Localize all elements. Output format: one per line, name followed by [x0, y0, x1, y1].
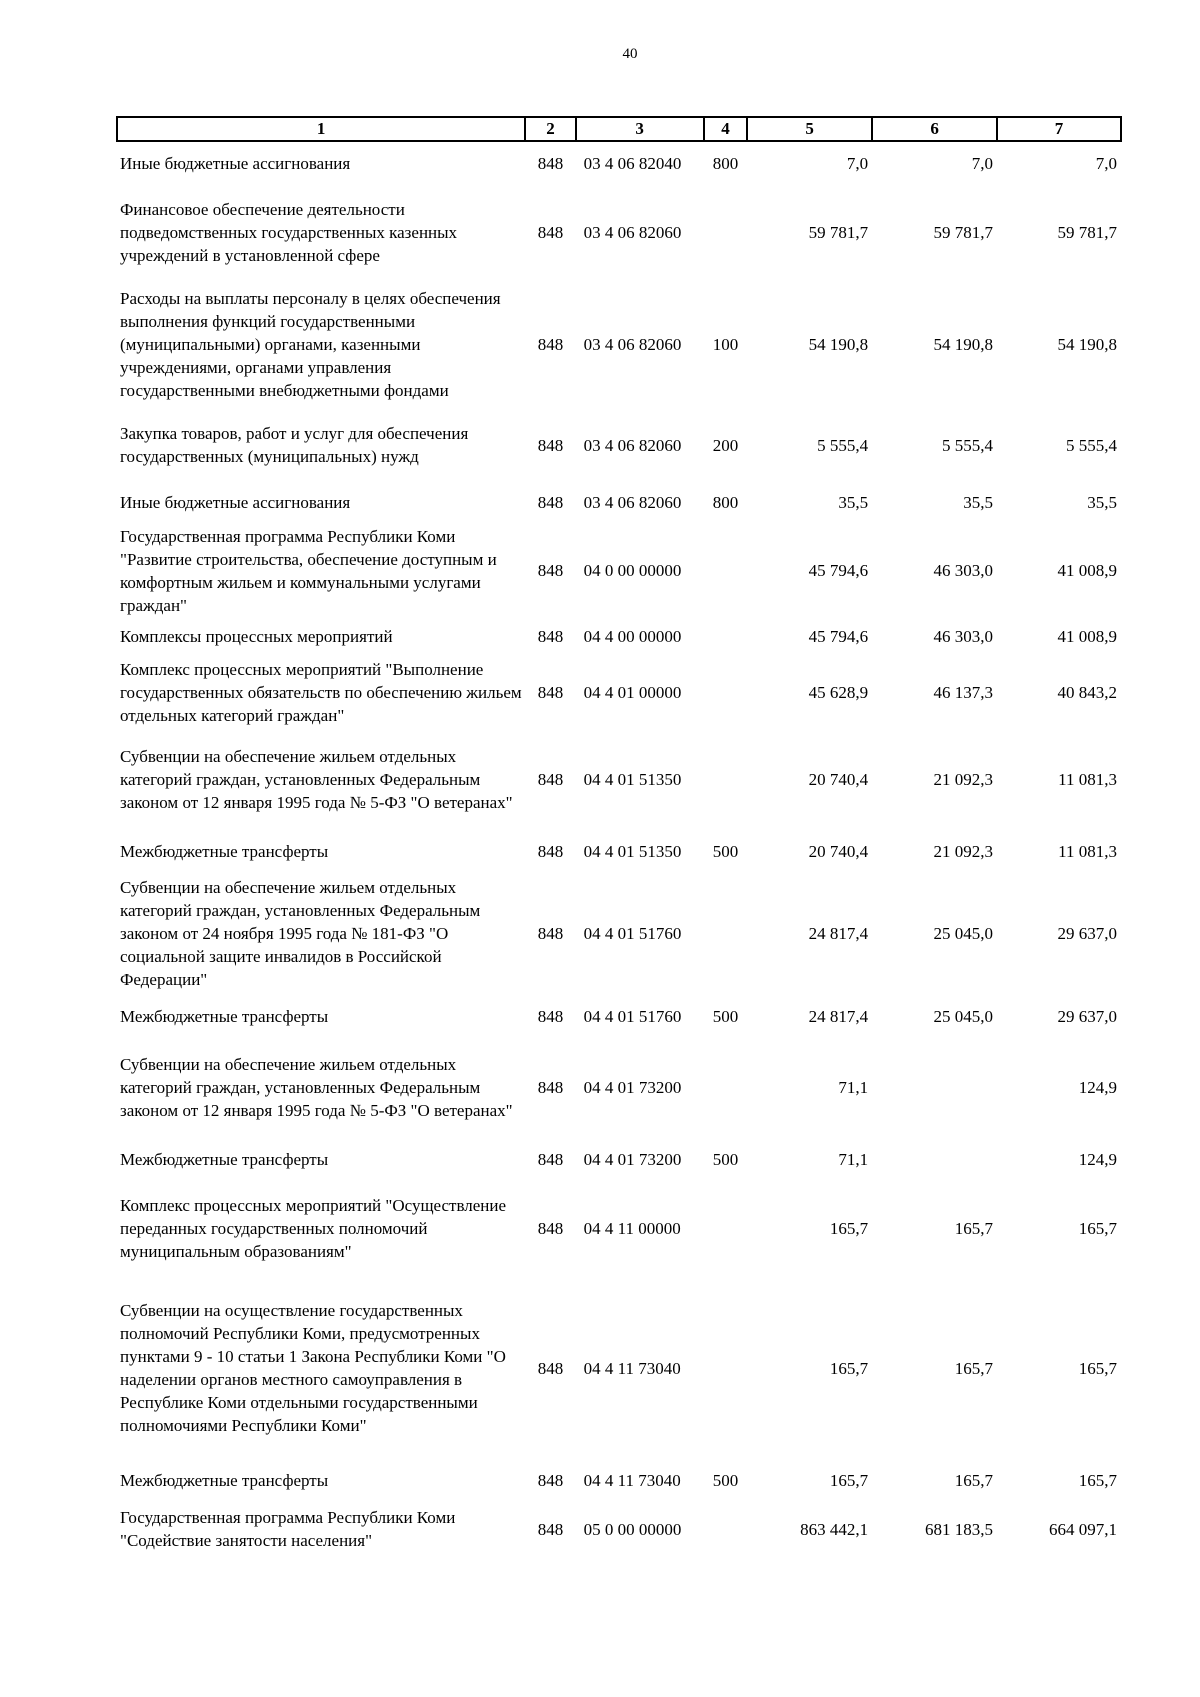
row-code: 848	[537, 1078, 564, 1097]
row-vr	[704, 523, 748, 618]
header-col-4: 4	[704, 117, 748, 141]
row-value-col6: 25 045,0	[933, 924, 994, 943]
row-value-col5: 59 781,7	[808, 222, 869, 242]
row-value-col7: 165,7	[1078, 1470, 1117, 1490]
table-row	[117, 994, 1121, 1038]
table-row	[117, 1137, 1121, 1181]
row-vr	[704, 1181, 748, 1275]
row-value-col7: 11 081,3	[1058, 841, 1117, 861]
row-name: Субвенции на обеспечение жильем отдельных категорий граждан, установленных Федеральным законом от 24 ноября 1995 года № 181-ФЗ "О социальной защите инвалидов в Российской Федерации"	[120, 878, 481, 989]
row-csr: 04 4 01 73200	[583, 1078, 682, 1097]
header-col-3: 3	[576, 117, 704, 141]
row-csr: 04 4 01 51350	[583, 841, 682, 861]
row-value-col6: 46 303,0	[933, 626, 994, 646]
row-csr: 03 4 06 82060	[583, 492, 682, 512]
table-row	[117, 141, 1121, 184]
row-code: 848	[537, 682, 564, 702]
row-name: Субвенции на осуществление государственных полномочий Республики Коми, предусмотренных пунктами 9 - 10 статьи 1 Закона Республики Коми "О наделении органов местного самоуправления в Республике Коми отдельными государственными полномочиями Республики Коми"	[120, 1301, 506, 1435]
row-csr: 03 4 06 82060	[583, 335, 682, 354]
row-csr: 04 4 00 00000	[583, 626, 682, 646]
row-value-col6: 21 092,3	[933, 770, 994, 789]
row-csr: 04 4 01 51760	[583, 1006, 682, 1026]
row-value-col5: 165,7	[829, 1358, 869, 1378]
row-code: 848	[537, 1006, 564, 1026]
row-name: Комплекс процессных мероприятий "Осуществление переданных государственных полномочий муниципальным образованиям"	[120, 1195, 507, 1261]
row-value-col6: 21 092,3	[933, 841, 994, 861]
row-name: Субвенции на обеспечение жильем отдельных категорий граждан, установленных Федеральным законом от 12 января 1995 года № 5-ФЗ "О ветеранах"	[120, 1055, 513, 1120]
page-number: 40	[622, 46, 638, 62]
row-vr: 800	[712, 153, 739, 173]
budget-table	[116, 116, 1122, 1559]
row-vr	[704, 184, 748, 280]
row-code: 848	[537, 841, 564, 861]
row-vr: 500	[712, 1470, 739, 1490]
row-csr: 05 0 00 00000	[583, 1519, 682, 1539]
row-code: 848	[537, 561, 564, 580]
row-value-col5: 20 740,4	[808, 841, 869, 861]
row-value-col7: 124,9	[1078, 1078, 1117, 1097]
header-col-2: 2	[525, 117, 575, 141]
row-csr: 04 4 11 00000	[583, 1218, 681, 1238]
table-header-row	[117, 117, 1121, 141]
row-value-col6: 7,0	[971, 153, 994, 173]
row-code: 848	[537, 153, 564, 173]
row-csr: 04 4 11 73040	[583, 1470, 681, 1490]
row-vr: 500	[712, 1149, 739, 1169]
row-value-col5: 24 817,4	[808, 924, 869, 943]
row-value-col6: 165,7	[954, 1358, 994, 1378]
table-row	[117, 1461, 1121, 1499]
row-name: Финансовое обеспечение деятельности подведомственных государственных казенных учреждений в установленной сфере	[120, 199, 458, 265]
row-code: 848	[537, 222, 564, 242]
table-row	[117, 873, 1121, 994]
row-vr: 500	[712, 841, 739, 861]
row-vr: 500	[712, 1006, 739, 1026]
row-value-col7: 5 555,4	[1066, 435, 1117, 455]
row-value-col7: 40 843,2	[1057, 682, 1117, 702]
row-vr: 200	[712, 435, 739, 455]
row-csr: 03 4 06 82040	[583, 153, 682, 173]
row-code: 848	[537, 1519, 564, 1539]
row-name: Иные бюджетные ассигнования	[120, 492, 351, 512]
row-vr	[704, 618, 748, 654]
header-col-7: 7	[997, 117, 1121, 141]
row-vr	[704, 654, 748, 730]
row-value-col5: 863 442,1	[800, 1519, 869, 1539]
row-value-col6: 165,7	[954, 1218, 994, 1238]
row-name: Межбюджетные трансферты	[120, 1149, 329, 1169]
row-vr	[704, 730, 748, 829]
row-value-col7: 664 097,1	[1049, 1519, 1117, 1539]
row-value-col7: 11 081,3	[1058, 770, 1117, 789]
row-csr: 04 0 00 00000	[583, 561, 682, 580]
row-code: 848	[537, 435, 564, 455]
row-code: 848	[537, 924, 564, 943]
row-value-col5: 45 794,6	[808, 561, 869, 580]
row-name: Комплекс процессных мероприятий "Выполнение государственных обязательств по обеспечению жильем отдельных категорий граждан"	[120, 659, 522, 725]
row-value-col5: 35,5	[838, 492, 869, 512]
row-csr: 04 4 01 00000	[583, 682, 682, 702]
row-value-col6: 25 045,0	[933, 1006, 994, 1026]
table-row	[117, 1499, 1121, 1559]
row-value-col6: 681 183,5	[925, 1519, 994, 1539]
row-value-col6: 46 137,3	[933, 682, 994, 702]
row-value-col7: 124,9	[1078, 1149, 1117, 1169]
row-value-col7: 54 190,8	[1057, 335, 1117, 354]
table-row	[117, 523, 1121, 618]
row-csr: 04 4 01 51350	[583, 770, 682, 789]
row-name: Иные бюджетные ассигнования	[120, 153, 351, 173]
row-value-col6: 46 303,0	[933, 561, 994, 580]
row-code: 848	[537, 335, 564, 354]
row-name: Государственная программа Республики Коми "Развитие строительства, обеспечение доступным и комфортным жильем и коммунальными услугами граждан"	[120, 526, 497, 615]
row-name: Закупка товаров, работ и услуг для обеспечения государственных (муниципальных) нужд	[120, 424, 469, 466]
row-name: Государственная программа Республики Коми "Содействие занятости населения"	[120, 1508, 456, 1550]
row-vr	[704, 873, 748, 994]
row-value-col7: 59 781,7	[1057, 222, 1117, 242]
row-value-col5: 54 190,8	[808, 335, 869, 354]
row-value-col5: 45 628,9	[808, 682, 869, 702]
row-csr: 04 4 01 51760	[583, 924, 682, 943]
row-name: Межбюджетные трансферты	[120, 841, 329, 861]
header-col-5: 5	[747, 117, 872, 141]
table-row	[117, 1275, 1121, 1461]
row-value-col6	[872, 1137, 997, 1181]
header-col-6: 6	[872, 117, 997, 141]
row-value-col7: 41 008,9	[1057, 561, 1117, 580]
row-value-col6: 59 781,7	[933, 222, 994, 242]
row-name: Межбюджетные трансферты	[120, 1470, 329, 1490]
row-csr: 03 4 06 82060	[583, 435, 682, 455]
row-value-col6: 5 555,4	[942, 435, 994, 455]
row-value-col5: 45 794,6	[808, 626, 869, 646]
table-row	[117, 280, 1121, 409]
table-row	[117, 618, 1121, 654]
row-value-col5: 165,7	[829, 1218, 869, 1238]
row-code: 848	[537, 626, 564, 646]
table-row	[117, 1181, 1121, 1275]
row-value-col6	[872, 1038, 997, 1137]
row-vr	[704, 1275, 748, 1461]
row-value-col5: 5 555,4	[817, 435, 869, 455]
row-value-col6: 165,7	[954, 1470, 994, 1490]
table-row	[117, 654, 1121, 730]
row-value-col5: 71,1	[838, 1078, 869, 1097]
table-row	[117, 1038, 1121, 1137]
row-value-col6: 54 190,8	[933, 335, 994, 354]
row-vr: 800	[712, 492, 739, 512]
row-name: Межбюджетные трансферты	[120, 1006, 329, 1026]
row-value-col7: 29 637,0	[1057, 1006, 1117, 1026]
row-code: 848	[537, 1470, 564, 1490]
row-value-col5: 20 740,4	[808, 770, 869, 789]
row-value-col6: 35,5	[963, 492, 994, 512]
row-csr: 04 4 11 73040	[583, 1358, 681, 1378]
row-value-col7: 35,5	[1087, 492, 1117, 512]
row-code: 848	[537, 1218, 564, 1238]
row-vr	[704, 1038, 748, 1137]
row-value-col7: 41 008,9	[1057, 626, 1117, 646]
header-col-1: 1	[117, 117, 525, 141]
row-vr: 100	[712, 335, 739, 354]
row-value-col5: 165,7	[829, 1470, 869, 1490]
table-row	[117, 730, 1121, 829]
row-value-col5: 71,1	[838, 1149, 869, 1169]
row-csr: 03 4 06 82060	[583, 222, 682, 242]
row-value-col7: 7,0	[1095, 153, 1117, 173]
row-name: Субвенции на обеспечение жильем отдельных категорий граждан, установленных Федеральным законом от 12 января 1995 года № 5-ФЗ "О ветеранах"	[120, 747, 513, 812]
row-vr	[704, 1499, 748, 1559]
row-code: 848	[537, 492, 564, 512]
table-row	[117, 409, 1121, 481]
row-value-col7: 165,7	[1078, 1218, 1117, 1238]
table-row	[117, 829, 1121, 873]
table-row	[117, 481, 1121, 523]
row-code: 848	[537, 1149, 564, 1169]
table-row	[117, 184, 1121, 280]
row-value-col5: 24 817,4	[808, 1006, 869, 1026]
row-csr: 04 4 01 73200	[583, 1149, 682, 1169]
row-value-col7: 165,7	[1078, 1358, 1117, 1378]
row-code: 848	[537, 1358, 564, 1378]
row-value-col5: 7,0	[846, 153, 869, 173]
row-code: 848	[537, 770, 564, 789]
row-value-col7: 29 637,0	[1057, 924, 1117, 943]
row-name: Комплексы процессных мероприятий	[120, 626, 393, 646]
row-name: Расходы на выплаты персоналу в целях обеспечения выполнения функций государственными (муниципальными) органами, казенными учреждениями, органами управления государственными внебюджетными фондами	[120, 289, 501, 400]
